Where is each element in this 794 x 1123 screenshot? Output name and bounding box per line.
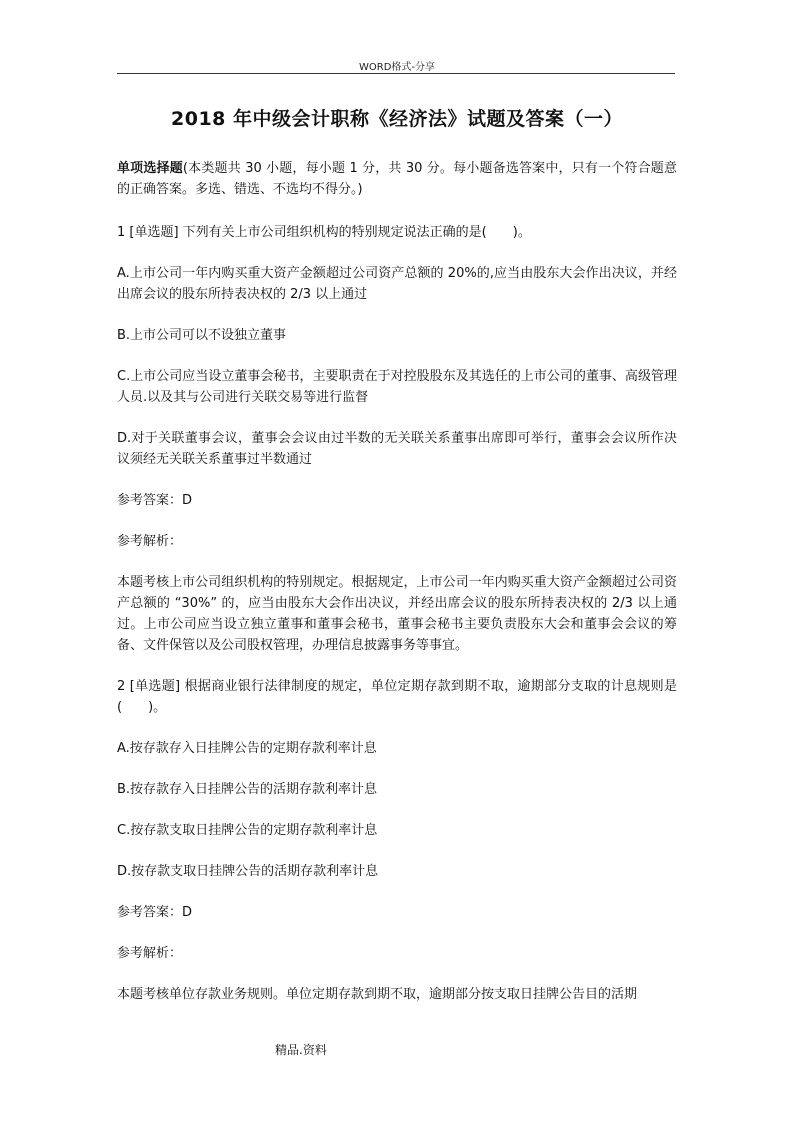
question-1-option-d: D.对于关联董事会议，董事会会议由过半数的无关联关系董事出席即可举行，董事会会议所作决议须经无关联关系董事过半数通过: [117, 431, 677, 467]
question-1-stem: 1 [单选题] 下列有关上市公司组织机构的特别规定说法正确的是( )。: [117, 225, 531, 240]
page-footer: 精品.资料: [275, 1043, 327, 1057]
section-intro: [117, 158, 677, 200]
question-2-option-a: A.按存款存入日挂牌公告的定期存款利率计息: [117, 741, 377, 756]
question-2-stem: 2 [单选题] 根据商业银行法律制度的规定，单位定期存款到期不取，逾期部分支取的计息规则是( )。: [117, 679, 677, 715]
section-instructions: (本类题共 30 小题，每小题 1 分，共 30 分。每小题备选答案中，只有一个符合题意的正确答案。多选、错选、不选均不得分。): [117, 161, 677, 197]
question-1-option-b: B.上市公司可以不设独立董事: [117, 328, 287, 343]
question-1-analysis-label: 参考解析：: [117, 534, 183, 549]
question-2-answer: 参考答案：D: [117, 905, 193, 920]
page-header: WORD格式-分享: [358, 62, 435, 73]
question-1-option-a: A.上市公司一年内购买重大资产金额超过公司资产总额的 20%的,应当由股东大会作出决议，并经出席会议的股东所持表决权的 2/3 以上通过: [117, 266, 677, 302]
question-1-option-c: C.上市公司应当设立董事会秘书，主要职责在于对控股股东及其选任的上市公司的董事、高级管理人员.以及其与公司进行关联交易等进行监督: [117, 369, 677, 405]
question-2-analysis: 本题考核单位存款业务规则。单位定期存款到期不取，逾期部分按支取日挂牌公告目的活期: [117, 987, 638, 1002]
question-2-option-b: B.按存款存入日挂牌公告的活期存款利率计息: [117, 782, 378, 797]
header-divider: [117, 73, 675, 74]
section-heading: 单项选择题: [117, 161, 183, 176]
question-2-option-d: D.按存款支取日挂牌公告的活期存款利率计息: [117, 864, 379, 879]
question-1-answer: 参考答案：D: [117, 493, 193, 508]
question-2-option-c: C.按存款支取日挂牌公告的定期存款利率计息: [117, 823, 378, 838]
question-2-analysis-label: 参考解析：: [117, 946, 183, 961]
question-1-analysis: 本题考核上市公司组织机构的特别规定。根据规定，上市公司一年内购买重大资产金额超过公司资产总额的 “30%” 的，应当由股东大会作出决议，并经出席会议的股东所持表决权的 2/3 以上通过。上市公司应当设立独立董事和董事会秘书，董事会秘书主要负责股东大会和董事会会议的筹备、文件保管以及公司股权管理，办理信息披露事务等事宜。: [117, 575, 677, 653]
document-title: 2018 年中级会计职称《经济法》试题及答案（一）: [171, 108, 623, 130]
document-body: [117, 158, 677, 1025]
